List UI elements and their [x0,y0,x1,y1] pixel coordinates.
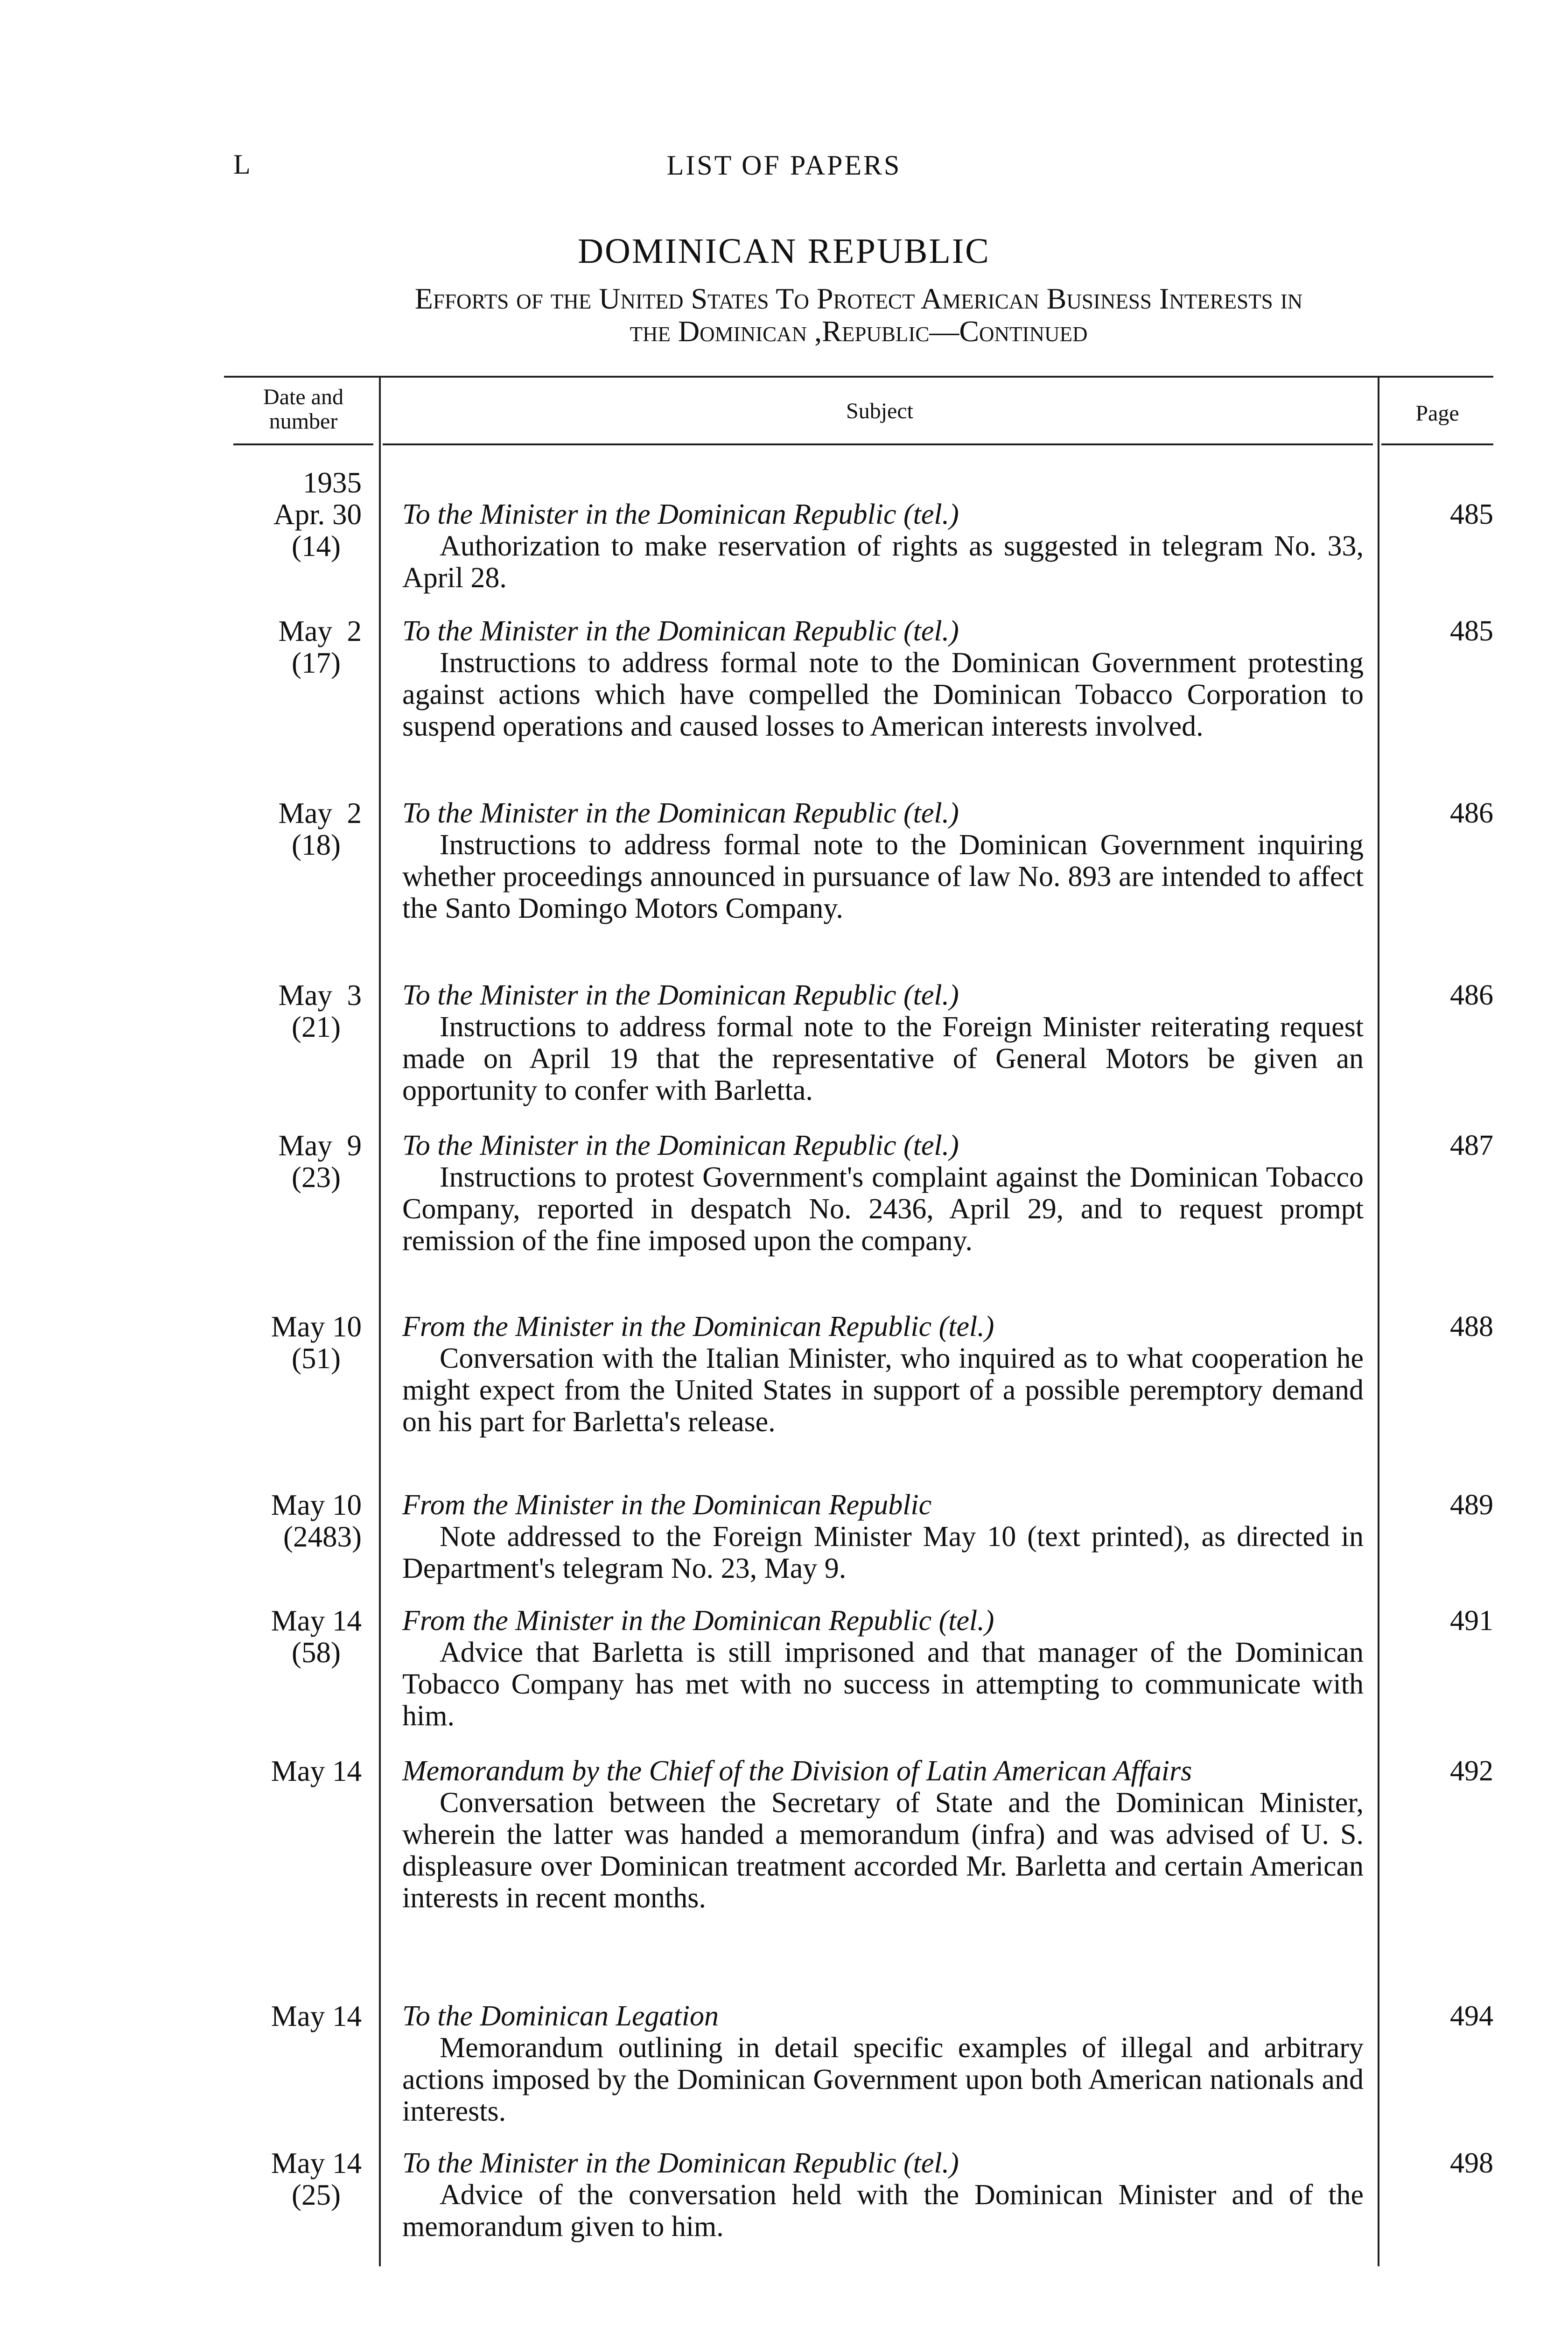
row-heading: To the Minister in the Dominican Republic (tel.) [402,2147,959,2179]
row-subject [402,979,1364,1106]
row-date: May 14 [271,1755,362,1787]
row-number: (2483) [283,1520,362,1553]
row-date: May 14 (58) [229,1605,362,1668]
row-number: (14) [292,530,341,562]
row-page: 489 [1450,1489,1493,1521]
row-date: May 14 [271,2000,362,2032]
row-number: (23) [292,1161,341,1194]
header-bottom-rule-subject [383,443,1373,445]
row-subject [402,1605,1364,1732]
column-header-date: Date and number [263,385,343,434]
row-year: 1935 [303,466,362,499]
column-divider-right [1378,376,1379,2266]
row-subject [402,1489,1364,1584]
row-description: Instructions to address formal note to the Dominican Government protesting against actions which have compelled the Dominican Tobacco Corporation to suspend operations and caused losses to American interests involved. [402,647,1364,742]
row-page: 494 [1450,2000,1493,2032]
column-header-subject: Subject [846,399,913,423]
row-page: 498 [1450,2147,1493,2179]
row-page: 485 [1450,615,1493,647]
row-page: 486 [1450,979,1493,1011]
row-heading: To the Minister in the Dominican Republic (tel.) [402,499,959,530]
row-date: May 2 (18) [229,797,362,861]
section-title [224,282,1493,348]
table-top-rule [224,376,1493,378]
row-subject [402,615,1364,742]
row-date: May 9 (23) [229,1130,362,1193]
row-date: May 3 (21) [229,979,362,1043]
row-number: (58) [292,1636,341,1669]
row-description: Conversation between the Secretary of State and the Dominican Minister, wherein the latter was handed a memorandum (infra) and was advised of U. S. displeasure over Dominican treatment accorded Mr. Barletta and certain American interests in recent months. [402,1787,1364,1914]
row-page: 492 [1450,1755,1493,1787]
row-heading: To the Minister in the Dominican Republic (tel.) [402,615,959,647]
column-divider-left [379,376,381,2266]
header-bottom-rule-page [1381,443,1493,445]
row-subject [402,2147,1364,2243]
row-subject [402,1130,1364,1257]
row-description: Conversation with the Italian Minister, who inquired as to what cooperation he might expect from the United States in support of a possible peremptory demand on his part for Barletta's release. [402,1343,1364,1438]
row-page: 486 [1450,797,1493,829]
header-bottom-rule-date [233,443,373,445]
section-title-line-1: Efforts of the United States To Protect American Business Interests in [414,282,1303,315]
row-subject [402,499,1364,594]
row-heading: To the Minister in the Dominican Republic (tel.) [402,979,959,1011]
row-subject [402,1311,1364,1438]
row-description: Instructions to address formal note to the Foreign Minister reiterating request made on April 19 that the representative of General Motors be given an opportunity to confer with Barletta. [402,1011,1364,1106]
row-heading: Memorandum by the Chief of the Division of Latin American Affairs [402,1755,1192,1787]
row-subject [402,1755,1364,1914]
row-date: May 10 (51) [229,1311,362,1374]
row-date: 1935 Apr. 30 (14) [229,467,362,562]
row-description: Advice that Barletta is still imprisoned and that manager of the Dominican Tobacco Company has met with no success in attempting to communicate with him. [402,1637,1364,1732]
row-heading: From the Minister in the Dominican Republic (tel.) [402,1605,994,1637]
row-heading: To the Minister in the Dominican Republic (tel.) [402,1130,959,1161]
row-page: 485 [1450,499,1493,530]
row-heading: From the Minister in the Dominican Republic [402,1489,932,1521]
row-number: (21) [292,1011,341,1043]
country-heading: DOMINICAN REPUBLIC [578,232,990,271]
running-head: LIST OF PAPERS [666,150,902,181]
row-page: 491 [1450,1605,1493,1637]
section-title-line-2: the Dominican ,Republic—Continued [630,315,1088,348]
row-date: May 10 (2483) [229,1489,362,1553]
row-subject [402,2000,1364,2127]
row-description: Authorization to make reservation of rights as suggested in telegram No. 33, April 28. [402,530,1364,594]
row-number: (51) [292,1342,341,1375]
row-page: 487 [1450,1130,1493,1161]
row-number: (25) [292,2179,341,2211]
row-date: May 2 (17) [229,615,362,679]
row-number: (18) [292,829,341,861]
row-description: Memorandum outlining in detail specific examples of illegal and arbitrary actions imposed by the Dominican Government upon both American nationals and interests. [402,2032,1364,2127]
row-heading: From the Minister in the Dominican Republic (tel.) [402,1311,994,1343]
row-date: May 14 (25) [229,2147,362,2211]
row-heading: To the Minister in the Dominican Republic (tel.) [402,797,959,829]
row-description: Note addressed to the Foreign Minister May 10 (text printed), as directed in Department's telegram No. 23, May 9. [402,1521,1364,1584]
row-description: Instructions to protest Government's complaint against the Dominican Tobacco Company, reported in despatch No. 2436, April 29, and to request prompt remission of the fine imposed upon the company. [402,1161,1364,1257]
row-heading: To the Dominican Legation [402,2000,719,2032]
row-description: Advice of the conversation held with the Dominican Minister and of the memorandum given to him. [402,2179,1364,2243]
row-number: (17) [292,647,341,679]
row-subject [402,797,1364,924]
page-number: L [233,149,251,180]
row-page: 488 [1450,1311,1493,1343]
row-description: Instructions to address formal note to the Dominican Government inquiring whether proceedings announced in pursuance of law No. 893 are intended to affect the Santo Domingo Motors Company. [402,829,1364,924]
column-header-page: Page [1415,401,1459,426]
